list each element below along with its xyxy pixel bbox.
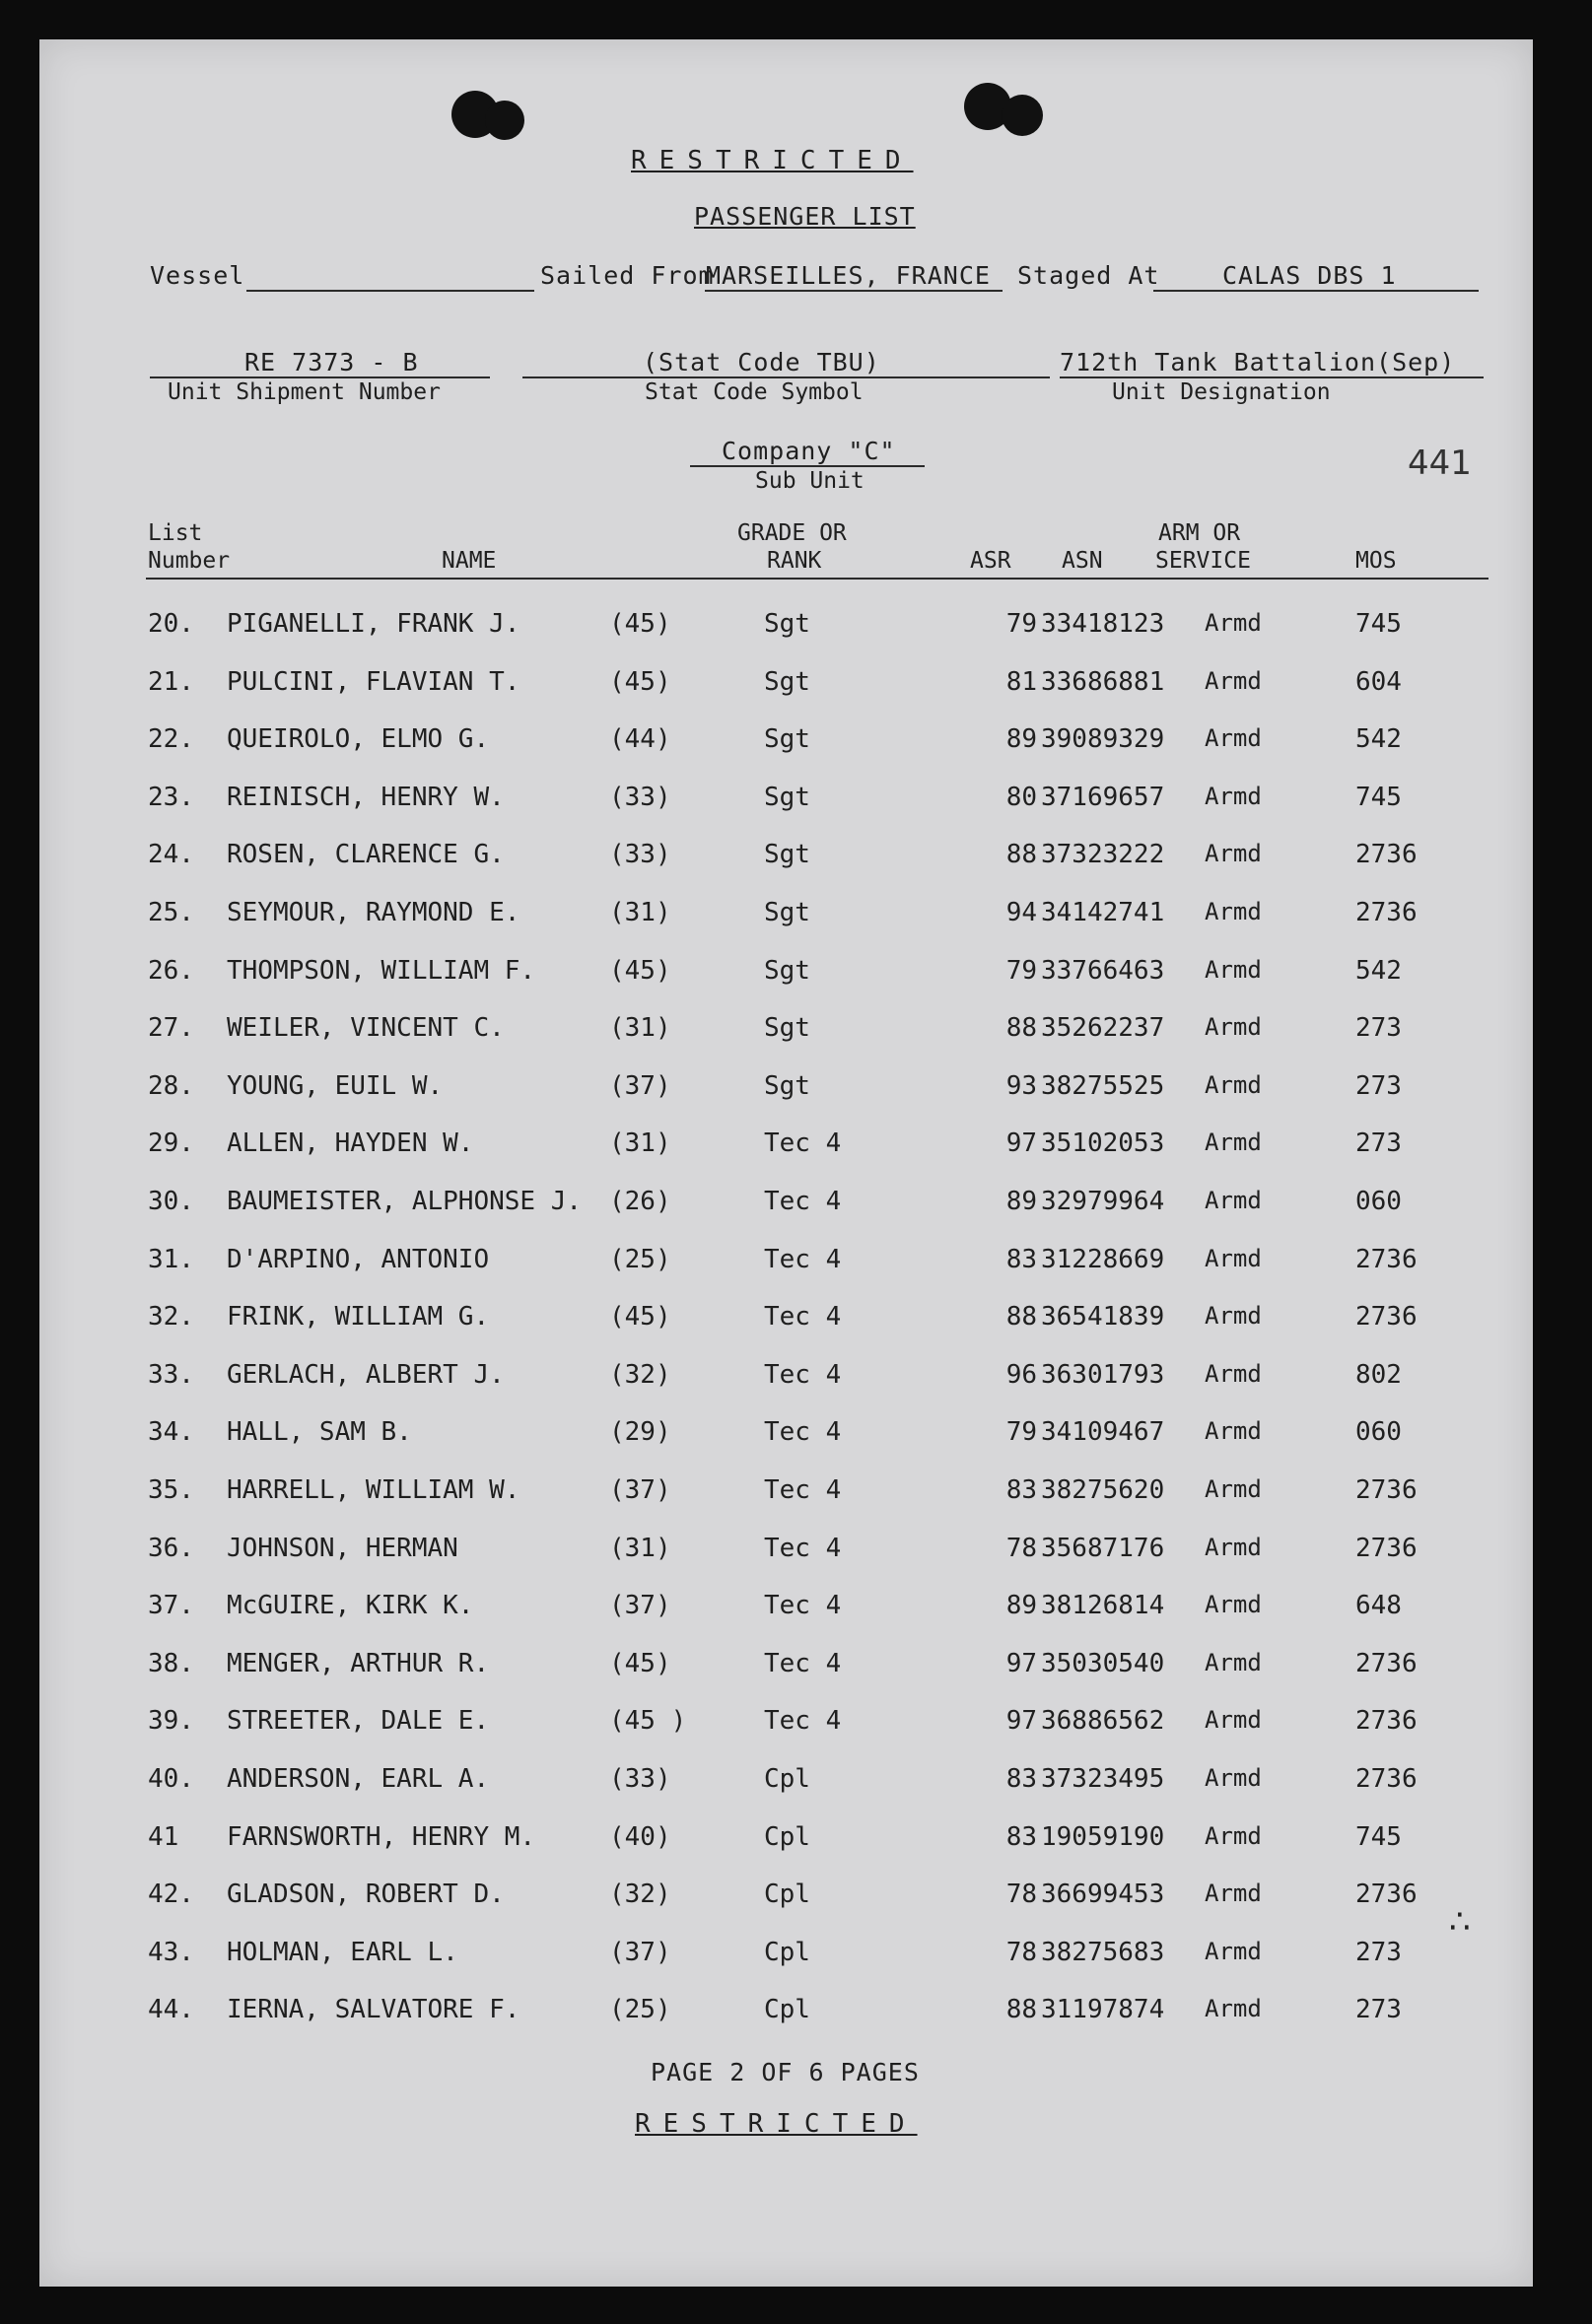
cell-asn: 33418123 [1041,609,1165,639]
cell-grade: Tec 4 [764,1302,842,1333]
cell-grade: Cpl [764,1880,810,1910]
cell-mos: 2736 [1355,1648,1418,1678]
cell-age: (31) [609,898,671,927]
cell-arm: Armd [1205,1591,1262,1619]
sailed-from-line [705,290,1003,292]
table-row [39,1534,1533,1591]
punch-hole [1002,95,1043,136]
document-title: PASSENGER LIST [694,202,916,231]
cell-mos: 648 [1355,1591,1402,1621]
cell-age: (31) [609,1128,671,1159]
table-row [39,1764,1533,1821]
cell-age: (45) [609,666,671,697]
cell-name: ALLEN, HAYDEN W. [227,1128,474,1159]
cell-asr: 93 [1005,1070,1037,1101]
punch-hole [485,101,524,140]
cell-mos: 745 [1355,609,1402,639]
vessel-line [246,290,534,292]
cell-num: 36. [148,1533,194,1563]
table-row [39,1187,1533,1244]
cell-grade: Sgt [764,666,810,697]
col-asn: ASN [1062,548,1103,574]
table-row [39,1071,1533,1128]
vessel-label: Vessel [150,261,245,290]
table-row [39,1591,1533,1648]
table-row [39,1880,1533,1937]
cell-asn: 35687176 [1041,1533,1165,1563]
sub-unit-line [690,465,925,467]
cell-asn: 36541839 [1041,1302,1165,1333]
cell-num: 29. [148,1128,194,1159]
table-row [39,1128,1533,1186]
stat-code-label: Stat Code Symbol [645,379,864,405]
cell-age: (37) [609,1475,671,1505]
cell-asr: 88 [1005,840,1037,870]
cell-age: (25) [609,1995,671,2025]
cell-age: (40) [609,1821,671,1852]
cell-mos: 2736 [1355,1764,1418,1794]
cell-asr: 96 [1005,1359,1037,1390]
cell-age: (33) [609,782,671,812]
cell-arm: Armd [1205,724,1262,753]
cell-asr: 81 [1005,666,1037,697]
cell-mos: 273 [1355,1937,1402,1967]
col-grade-2: RANK [767,548,822,574]
cell-age: (32) [609,1359,671,1390]
cell-age: (32) [609,1880,671,1910]
cell-mos: 060 [1355,1417,1402,1448]
cell-mos: 2736 [1355,840,1418,870]
col-asr: ASR [970,548,1011,574]
cell-name: BAUMEISTER, ALPHONSE J. [227,1187,583,1216]
restricted-footer: RESTRICTED [635,2109,918,2139]
cell-asr: 79 [1005,1417,1037,1448]
cell-asr: 83 [1005,1244,1037,1274]
cell-grade: Cpl [764,1821,810,1852]
table-row [39,1938,1533,1995]
cell-grade: Tec 4 [764,1533,842,1563]
cell-grade: Sgt [764,898,810,927]
cell-asr: 88 [1005,1995,1037,2025]
cell-mos: 542 [1355,955,1402,986]
cell-grade: Tec 4 [764,1591,842,1621]
cell-arm: Armd [1205,1070,1262,1099]
cell-arm: Armd [1205,1475,1262,1503]
cell-arm: Armd [1205,1937,1262,1965]
table-row [39,783,1533,840]
cell-num: 30. [148,1187,194,1216]
cell-mos: 060 [1355,1187,1402,1216]
cell-asn: 36886562 [1041,1706,1165,1737]
table-row [39,1475,1533,1533]
cell-asn: 39089329 [1041,724,1165,755]
cell-name: GERLACH, ALBERT J. [227,1359,505,1390]
table-row [39,724,1533,782]
cell-name: ANDERSON, EARL A. [227,1764,490,1794]
cell-asr: 78 [1005,1880,1037,1910]
cell-num: 27. [148,1013,194,1044]
staged-at-label: Staged At [1017,261,1160,290]
cell-name: McGUIRE, KIRK K. [227,1591,474,1621]
cell-num: 38. [148,1648,194,1678]
cell-age: (31) [609,1013,671,1044]
cell-mos: 273 [1355,1070,1402,1101]
cell-arm: Armd [1205,782,1262,810]
cell-arm: Armd [1205,955,1262,984]
cell-num: 42. [148,1880,194,1910]
col-arm-2: SERVICE [1155,548,1251,574]
cell-num: 35. [148,1475,194,1505]
staged-at-line [1153,290,1479,292]
cell-age: (45) [609,1648,671,1678]
cell-name: REINISCH, HENRY W. [227,782,505,812]
cell-mos: 542 [1355,724,1402,755]
cell-mos: 2736 [1355,1880,1418,1910]
cell-grade: Sgt [764,782,810,812]
cell-arm: Armd [1205,1128,1262,1157]
cell-grade: Cpl [764,1764,810,1794]
cell-arm: Armd [1205,1533,1262,1561]
cell-num: 44. [148,1995,194,2025]
cell-arm: Armd [1205,1648,1262,1676]
cell-grade: Cpl [764,1937,810,1967]
cell-grade: Tec 4 [764,1187,842,1216]
sailed-from-label: Sailed From [540,261,715,290]
cell-name: QUEIROLO, ELMO G. [227,724,490,755]
stat-code-value: (Stat Code TBU) [643,348,880,376]
cell-num: 39. [148,1706,194,1737]
cell-grade: Tec 4 [764,1417,842,1448]
cell-num: 34. [148,1417,194,1448]
cell-asr: 80 [1005,782,1037,812]
table-row [39,898,1533,955]
cell-arm: Armd [1205,1187,1262,1214]
unit-designation-label: Unit Designation [1112,379,1331,405]
cell-name: YOUNG, EUIL W. [227,1070,444,1101]
cell-num: 41 [148,1821,179,1852]
cell-name: WEILER, VINCENT C. [227,1013,505,1044]
cell-asn: 38275620 [1041,1475,1165,1505]
cell-asn: 38126814 [1041,1591,1165,1621]
cell-mos: 273 [1355,1995,1402,2025]
cell-asr: 88 [1005,1013,1037,1044]
cell-asn: 36699453 [1041,1880,1165,1910]
unit-shipment-value: RE 7373 - B [244,348,419,376]
cell-num: 22. [148,724,194,755]
cell-arm: Armd [1205,1302,1262,1331]
cell-num: 37. [148,1591,194,1621]
cell-name: THOMPSON, WILLIAM F. [227,955,536,986]
cell-mos: 802 [1355,1359,1402,1390]
cell-name: IERNA, SALVATORE F. [227,1995,520,2025]
cell-grade: Tec 4 [764,1648,842,1678]
cell-num: 31. [148,1244,194,1274]
cell-asr: 88 [1005,1302,1037,1333]
cell-name: SEYMOUR, RAYMOND E. [227,898,520,927]
cell-grade: Cpl [764,1995,810,2025]
table-row [39,956,1533,1013]
cell-age: (45) [609,955,671,986]
cell-asn: 38275683 [1041,1937,1165,1967]
cell-mos: 2736 [1355,1475,1418,1505]
cell-asn: 32979964 [1041,1187,1165,1216]
cell-name: PULCINI, FLAVIAN T. [227,666,520,697]
cell-name: JOHNSON, HERMAN [227,1533,458,1563]
unit-designation-line [1060,376,1484,378]
cell-arm: Armd [1205,666,1262,695]
cell-asr: 79 [1005,955,1037,986]
unit-designation-value: 712th Tank Battalion(Sep) [1060,348,1456,376]
table-row [39,1649,1533,1706]
cell-asr: 89 [1005,1591,1037,1621]
cell-mos: 273 [1355,1013,1402,1044]
cell-asr: 97 [1005,1706,1037,1737]
cell-name: HALL, SAM B. [227,1417,412,1448]
stat-code-line [522,376,1050,378]
cell-num: 43. [148,1937,194,1967]
cell-age: (33) [609,840,671,870]
table-row [39,1822,1533,1880]
cell-asn: 37323222 [1041,840,1165,870]
cell-asn: 38275525 [1041,1070,1165,1101]
cell-asr: 94 [1005,898,1037,927]
cell-name: HARRELL, WILLIAM W. [227,1475,520,1505]
cell-name: FARNSWORTH, HENRY M. [227,1821,536,1852]
cell-asr: 97 [1005,1648,1037,1678]
cell-num: 20. [148,609,194,639]
table-row [39,1706,1533,1763]
table-row [39,609,1533,666]
cell-grade: Sgt [764,840,810,870]
cell-arm: Armd [1205,1244,1262,1272]
cell-age: (33) [609,1764,671,1794]
table-row [39,1013,1533,1070]
cell-asn: 33766463 [1041,955,1165,986]
cell-name: D'ARPINO, ANTONIO [227,1244,490,1274]
cell-asn: 33686881 [1041,666,1165,697]
page-indicator: PAGE 2 OF 6 PAGES [651,2058,920,2086]
cell-arm: Armd [1205,1359,1262,1388]
cell-mos: 2736 [1355,1533,1418,1563]
cell-asr: 79 [1005,609,1037,639]
table-row [39,840,1533,897]
cell-age: (45 ) [609,1706,687,1737]
cell-num: 24. [148,840,194,870]
cell-num: 32. [148,1302,194,1333]
cell-mos: 2736 [1355,898,1418,927]
cell-age: (26) [609,1187,671,1216]
cell-name: STREETER, DALE E. [227,1706,490,1737]
cell-grade: Tec 4 [764,1244,842,1274]
unit-shipment-label: Unit Shipment Number [168,379,441,405]
table-row [39,1302,1533,1359]
cell-name: ROSEN, CLARENCE G. [227,840,505,870]
cell-arm: Armd [1205,898,1262,925]
cell-arm: Armd [1205,1821,1262,1850]
cell-arm: Armd [1205,609,1262,637]
handwritten-page-number: 441 [1408,444,1472,483]
table-row [39,667,1533,724]
staged-at-value: CALAS DBS 1 [1222,261,1397,290]
cell-asn: 19059190 [1041,1821,1165,1852]
cell-asr: 89 [1005,1187,1037,1216]
cell-mos: 2736 [1355,1244,1418,1274]
cell-num: 26. [148,955,194,986]
cell-grade: Sgt [764,724,810,755]
cell-grade: Tec 4 [764,1128,842,1159]
cell-age: (25) [609,1244,671,1274]
cell-name: MENGER, ARTHUR R. [227,1648,490,1678]
cell-arm: Armd [1205,1764,1262,1792]
cell-name: FRINK, WILLIAM G. [227,1302,490,1333]
cell-age: (29) [609,1417,671,1448]
cell-mos: 604 [1355,666,1402,697]
cell-num: 33. [148,1359,194,1390]
cell-asr: 83 [1005,1821,1037,1852]
col-list-number-1: List [148,520,203,546]
restricted-heading: RESTRICTED [631,146,914,175]
cell-asn: 35102053 [1041,1128,1165,1159]
cell-mos: 273 [1355,1128,1402,1159]
col-list-number-2: Number [148,548,231,574]
col-grade-1: GRADE OR [737,520,847,546]
cell-asr: 83 [1005,1475,1037,1505]
cell-age: (45) [609,609,671,639]
cell-asr: 78 [1005,1533,1037,1563]
table-row [39,1417,1533,1474]
cell-asr: 97 [1005,1128,1037,1159]
cell-num: 21. [148,666,194,697]
cell-name: PIGANELLI, FRANK J. [227,609,520,639]
col-mos: MOS [1355,548,1397,574]
cell-grade: Tec 4 [764,1475,842,1505]
cell-grade: Sgt [764,955,810,986]
cell-age: (37) [609,1591,671,1621]
cell-asn: 36301793 [1041,1359,1165,1390]
cell-age: (44) [609,724,671,755]
cell-age: (45) [609,1302,671,1333]
cell-asn: 31228669 [1041,1244,1165,1274]
col-name: NAME [442,548,497,574]
cell-age: (31) [609,1533,671,1563]
cell-grade: Sgt [764,609,810,639]
unit-shipment-line [150,376,490,378]
cell-asn: 35262237 [1041,1013,1165,1044]
table-row [39,1360,1533,1417]
cell-num: 23. [148,782,194,812]
cell-grade: Sgt [764,1013,810,1044]
cell-num: 28. [148,1070,194,1101]
cell-mos: 745 [1355,1821,1402,1852]
cell-arm: Armd [1205,1417,1262,1446]
cell-grade: Sgt [764,1070,810,1101]
cell-mos: 2736 [1355,1302,1418,1333]
sub-unit-value: Company "C" [722,437,896,465]
cell-asn: 37169657 [1041,782,1165,812]
cell-mos: 745 [1355,782,1402,812]
cell-grade: Tec 4 [764,1359,842,1390]
cell-num: 25. [148,898,194,927]
cell-arm: Armd [1205,840,1262,868]
cell-asr: 78 [1005,1937,1037,1967]
cell-name: HOLMAN, EARL L. [227,1937,458,1967]
sub-unit-label: Sub Unit [755,468,865,494]
cell-age: (37) [609,1937,671,1967]
cell-asn: 35030540 [1041,1648,1165,1678]
sailed-from-value: MARSEILLES, FRANCE [706,261,991,290]
header-rule [146,578,1488,580]
table-row [39,1245,1533,1302]
cell-asr: 83 [1005,1764,1037,1794]
cell-age: (37) [609,1070,671,1101]
cell-asn: 31197874 [1041,1995,1165,2025]
table-row [39,1995,1533,2052]
handwritten-mark: ∴ [1449,1902,1471,1942]
cell-arm: Armd [1205,1013,1262,1042]
cell-grade: Tec 4 [764,1706,842,1737]
cell-mos: 2736 [1355,1706,1418,1737]
cell-arm: Armd [1205,1995,1262,2023]
cell-arm: Armd [1205,1706,1262,1735]
col-arm-1: ARM OR [1158,520,1241,546]
cell-arm: Armd [1205,1880,1262,1908]
cell-asn: 34142741 [1041,898,1165,927]
cell-asn: 37323495 [1041,1764,1165,1794]
cell-asn: 34109467 [1041,1417,1165,1448]
document-page [39,39,1533,2287]
cell-num: 40. [148,1764,194,1794]
cell-name: GLADSON, ROBERT D. [227,1880,505,1910]
cell-asr: 89 [1005,724,1037,755]
